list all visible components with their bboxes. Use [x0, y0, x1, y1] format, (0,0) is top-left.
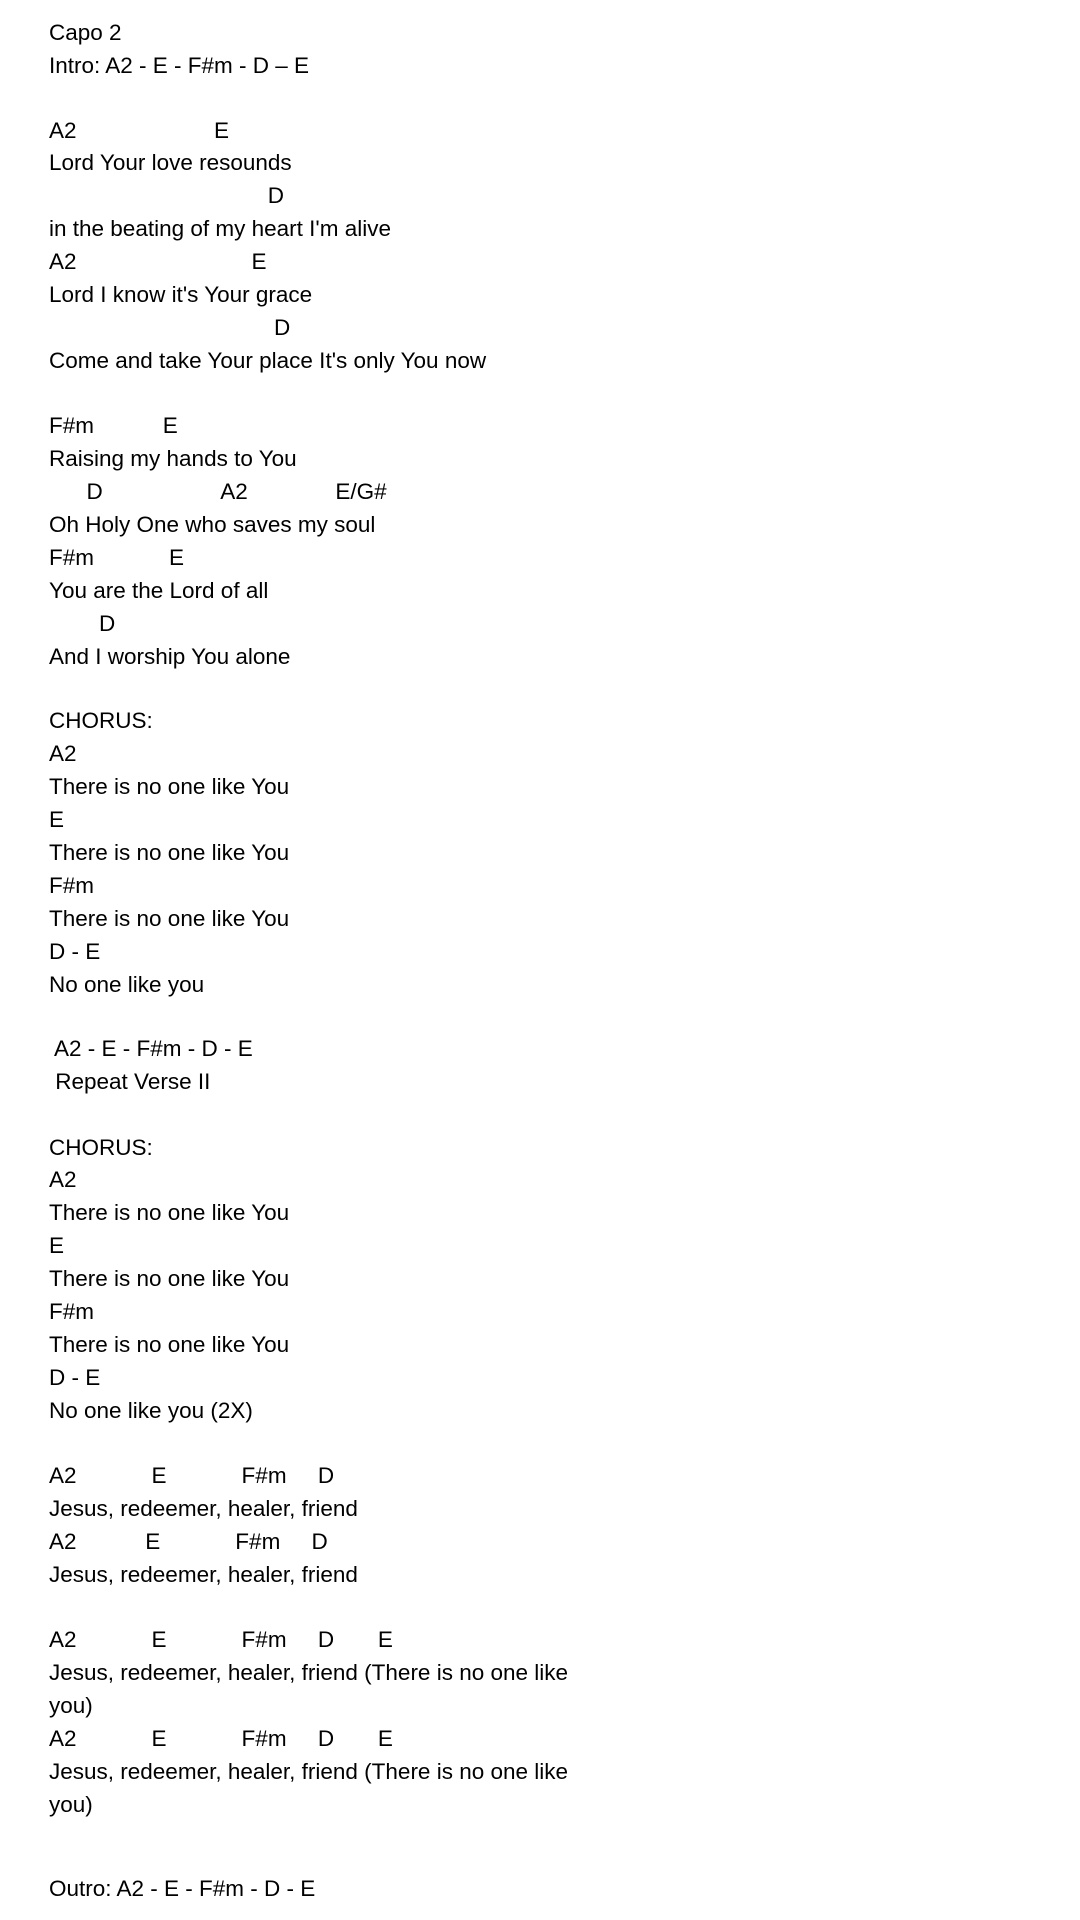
lyric-line: You are the Lord of all — [49, 578, 269, 603]
chord-line: D - E — [49, 939, 101, 964]
lyric-line: There is no one like You — [49, 840, 290, 865]
chord-line: A2 E F#m D E — [49, 1726, 393, 1751]
section-heading: CHORUS: — [49, 708, 153, 733]
chord-line: E — [49, 807, 65, 832]
chord-line: E — [49, 1233, 65, 1258]
lyric-line: Jesus, redeemer, healer, friend (There is no one like — [49, 1660, 569, 1685]
chord-line: D A2 E/G# — [49, 479, 387, 504]
chord-line: F#m — [49, 873, 94, 898]
repeat-note: Repeat Verse II — [49, 1069, 211, 1094]
lyric-line: No one like you (2X) — [49, 1398, 253, 1423]
capo-line: Capo 2 — [49, 20, 122, 45]
lyric-line: There is no one like You — [49, 1200, 290, 1225]
outro-line: Outro: A2 - E - F#m - D - E — [49, 1876, 316, 1901]
chord-line: A2 — [49, 1167, 77, 1192]
lyric-line-wrap: you) — [49, 1792, 93, 1817]
lyric-line: There is no one like You — [49, 774, 290, 799]
chord-line: A2 — [49, 741, 77, 766]
intro-line: Intro: A2 - E - F#m - D – E — [49, 53, 310, 78]
lyric-line: Jesus, redeemer, healer, friend — [49, 1496, 358, 1521]
lyric-line: No one like you — [49, 972, 205, 997]
chord-line: D — [49, 611, 116, 636]
lyric-line: Lord Your love resounds — [49, 150, 292, 175]
lyric-line: There is no one like You — [49, 906, 290, 931]
lyric-line: Jesus, redeemer, healer, friend — [49, 1562, 358, 1587]
lyric-line: Oh Holy One who saves my soul — [49, 512, 376, 537]
lyric-line: in the beating of my heart I'm alive — [49, 216, 391, 241]
chord-line: D - E — [49, 1365, 101, 1390]
interlude-chords: A2 - E - F#m - D - E — [49, 1036, 253, 1061]
lyric-line: Jesus, redeemer, healer, friend (There is no one like — [49, 1759, 569, 1784]
chord-line: D — [49, 315, 291, 340]
lyric-line: And I worship You alone — [49, 644, 291, 669]
chord-line: D — [49, 183, 285, 208]
lyric-line: Raising my hands to You — [49, 446, 297, 471]
lyric-line-wrap: you) — [49, 1693, 93, 1718]
chord-line: A2 E — [49, 249, 267, 274]
lyric-line: There is no one like You — [49, 1266, 290, 1291]
section-heading: CHORUS: — [49, 1135, 153, 1160]
chord-line: A2 E F#m D — [49, 1529, 328, 1554]
lyric-line: Come and take Your place It's only You now — [49, 348, 487, 373]
chord-line: F#m E — [49, 545, 185, 570]
chord-line: A2 E F#m D — [49, 1463, 335, 1488]
chord-line: A2 E — [49, 118, 230, 143]
chord-line: F#m E — [49, 413, 178, 438]
lyric-line: There is no one like You — [49, 1332, 290, 1357]
chord-line: F#m — [49, 1299, 94, 1324]
lyric-line: Lord I know it's Your grace — [49, 282, 313, 307]
chord-line: A2 E F#m D E — [49, 1627, 393, 1652]
